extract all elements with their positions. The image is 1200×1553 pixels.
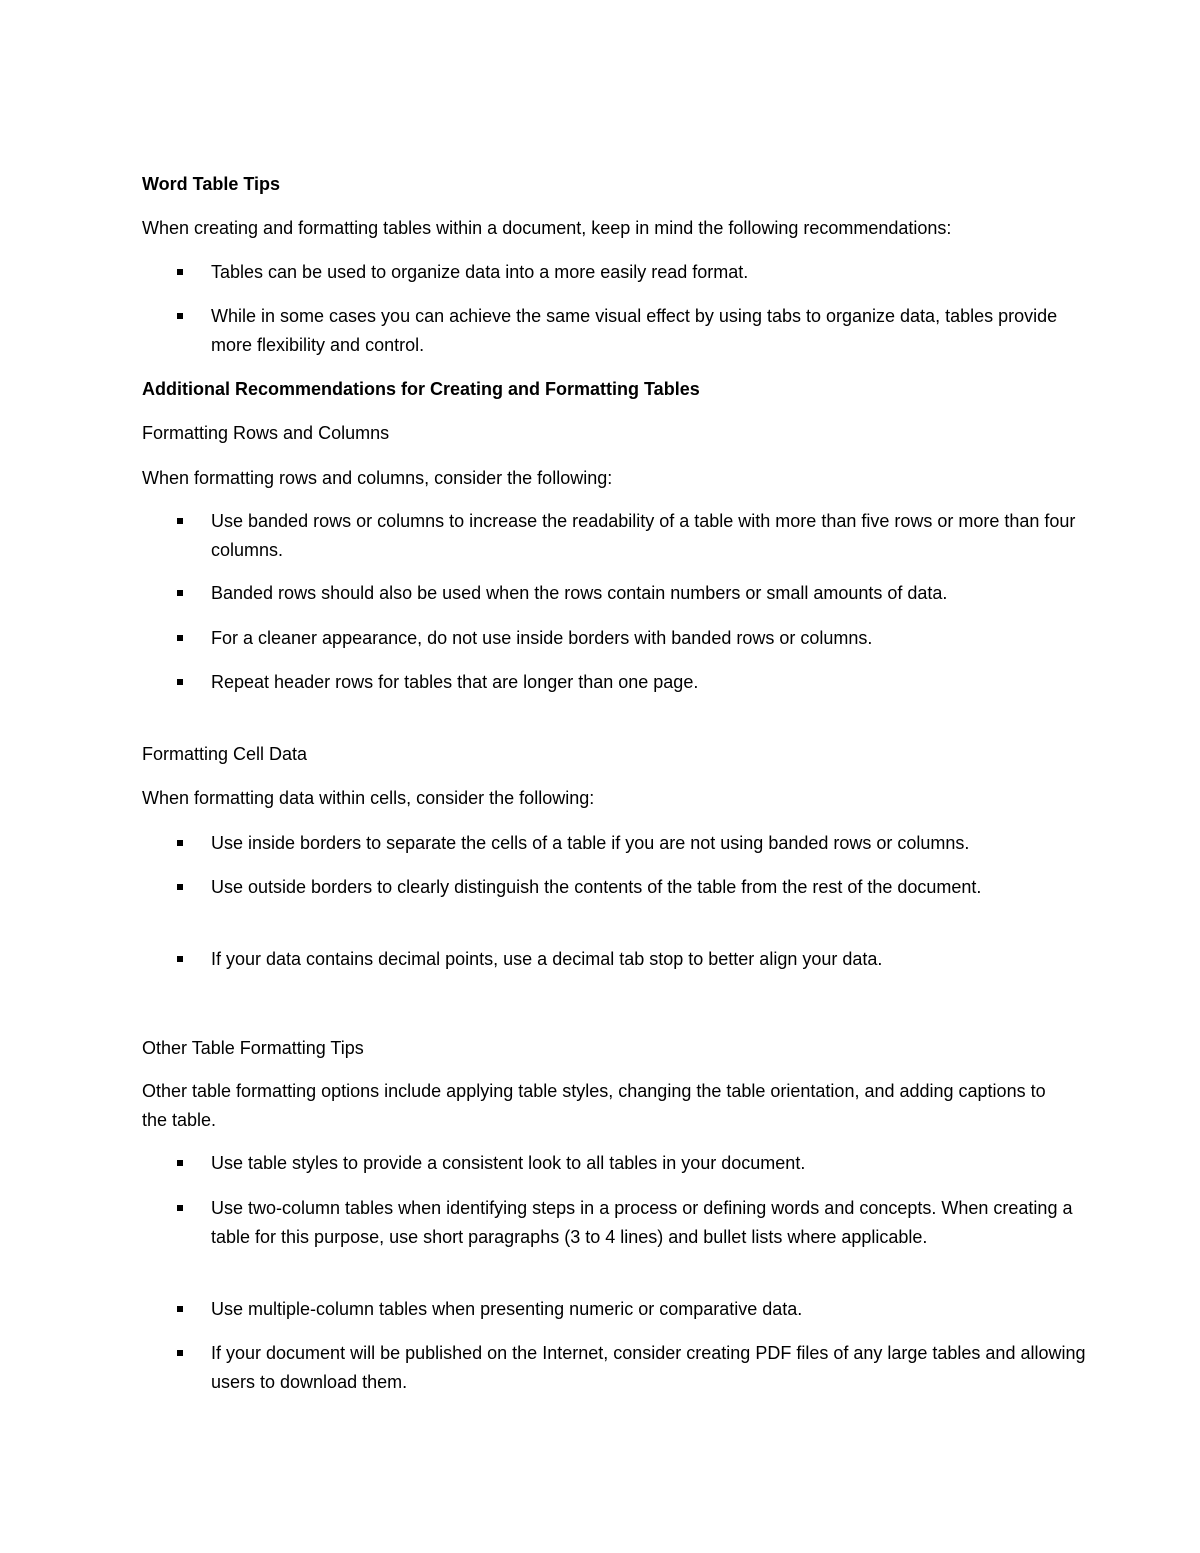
list-item: Repeat header rows for tables that are longer than one page. [211,672,699,692]
bullet-marker [177,1160,183,1166]
list-item: Tables can be used to organize data into a more easily read format. [211,262,749,282]
bullet-marker [177,956,183,962]
bullet-marker [177,590,183,596]
bullet-marker [177,1306,183,1312]
section-heading: Additional Recommendations for Creating and Formatting Tables [142,379,700,399]
list-item: Use multiple-column tables when presenting numeric or comparative data. [211,1299,803,1319]
subsection-lead: Other table formatting options include applying table styles, changing the table orientation, and adding captions to the table. [142,1081,1046,1130]
bullet-marker [177,518,183,524]
list-item: If your document will be published on the Internet, consider creating PDF files of any large tables and allowing users to download them. [211,1343,1086,1392]
document-title: Word Table Tips [142,174,281,194]
bullet-marker [177,1350,183,1356]
list-item: While in some cases you can achieve the same visual effect by using tabs to organize data, tables provide more flexibility and control. [211,306,1058,355]
list-item: Use two-column tables when identifying steps in a process or defining words and concepts. When creating a table for this purpose, use short paragraphs (3 to 4 lines) and bullet lists where applicable. [211,1198,1073,1247]
bullet-marker [177,679,183,685]
subsection-lead: When formatting rows and columns, consider the following: [142,468,613,488]
bullet-marker [177,884,183,890]
subsection-heading: Formatting Cell Data [142,744,308,764]
list-item: If your data contains decimal points, use a decimal tab stop to better align your data. [211,949,883,969]
bullet-marker [177,840,183,846]
bullet-marker [177,313,183,319]
list-item: For a cleaner appearance, do not use inside borders with banded rows or columns. [211,628,873,648]
list-item: Use inside borders to separate the cells of a table if you are not using banded rows or columns. [211,833,970,853]
intro-paragraph: When creating and formatting tables within a document, keep in mind the following recommendations: [142,218,952,238]
list-item: Use outside borders to clearly distinguish the contents of the table from the rest of the document. [211,877,982,897]
bullet-marker [177,269,183,275]
subsection-heading: Formatting Rows and Columns [142,423,390,443]
subsection-lead: When formatting data within cells, consider the following: [142,788,595,808]
subsection-heading: Other Table Formatting Tips [142,1038,364,1058]
list-item: Use banded rows or columns to increase the readability of a table with more than five rows or more than four columns. [211,511,1076,560]
list-item: Use table styles to provide a consistent look to all tables in your document. [211,1153,806,1173]
list-item: Banded rows should also be used when the rows contain numbers or small amounts of data. [211,583,948,603]
bullet-marker [177,635,183,641]
bullet-marker [177,1205,183,1211]
